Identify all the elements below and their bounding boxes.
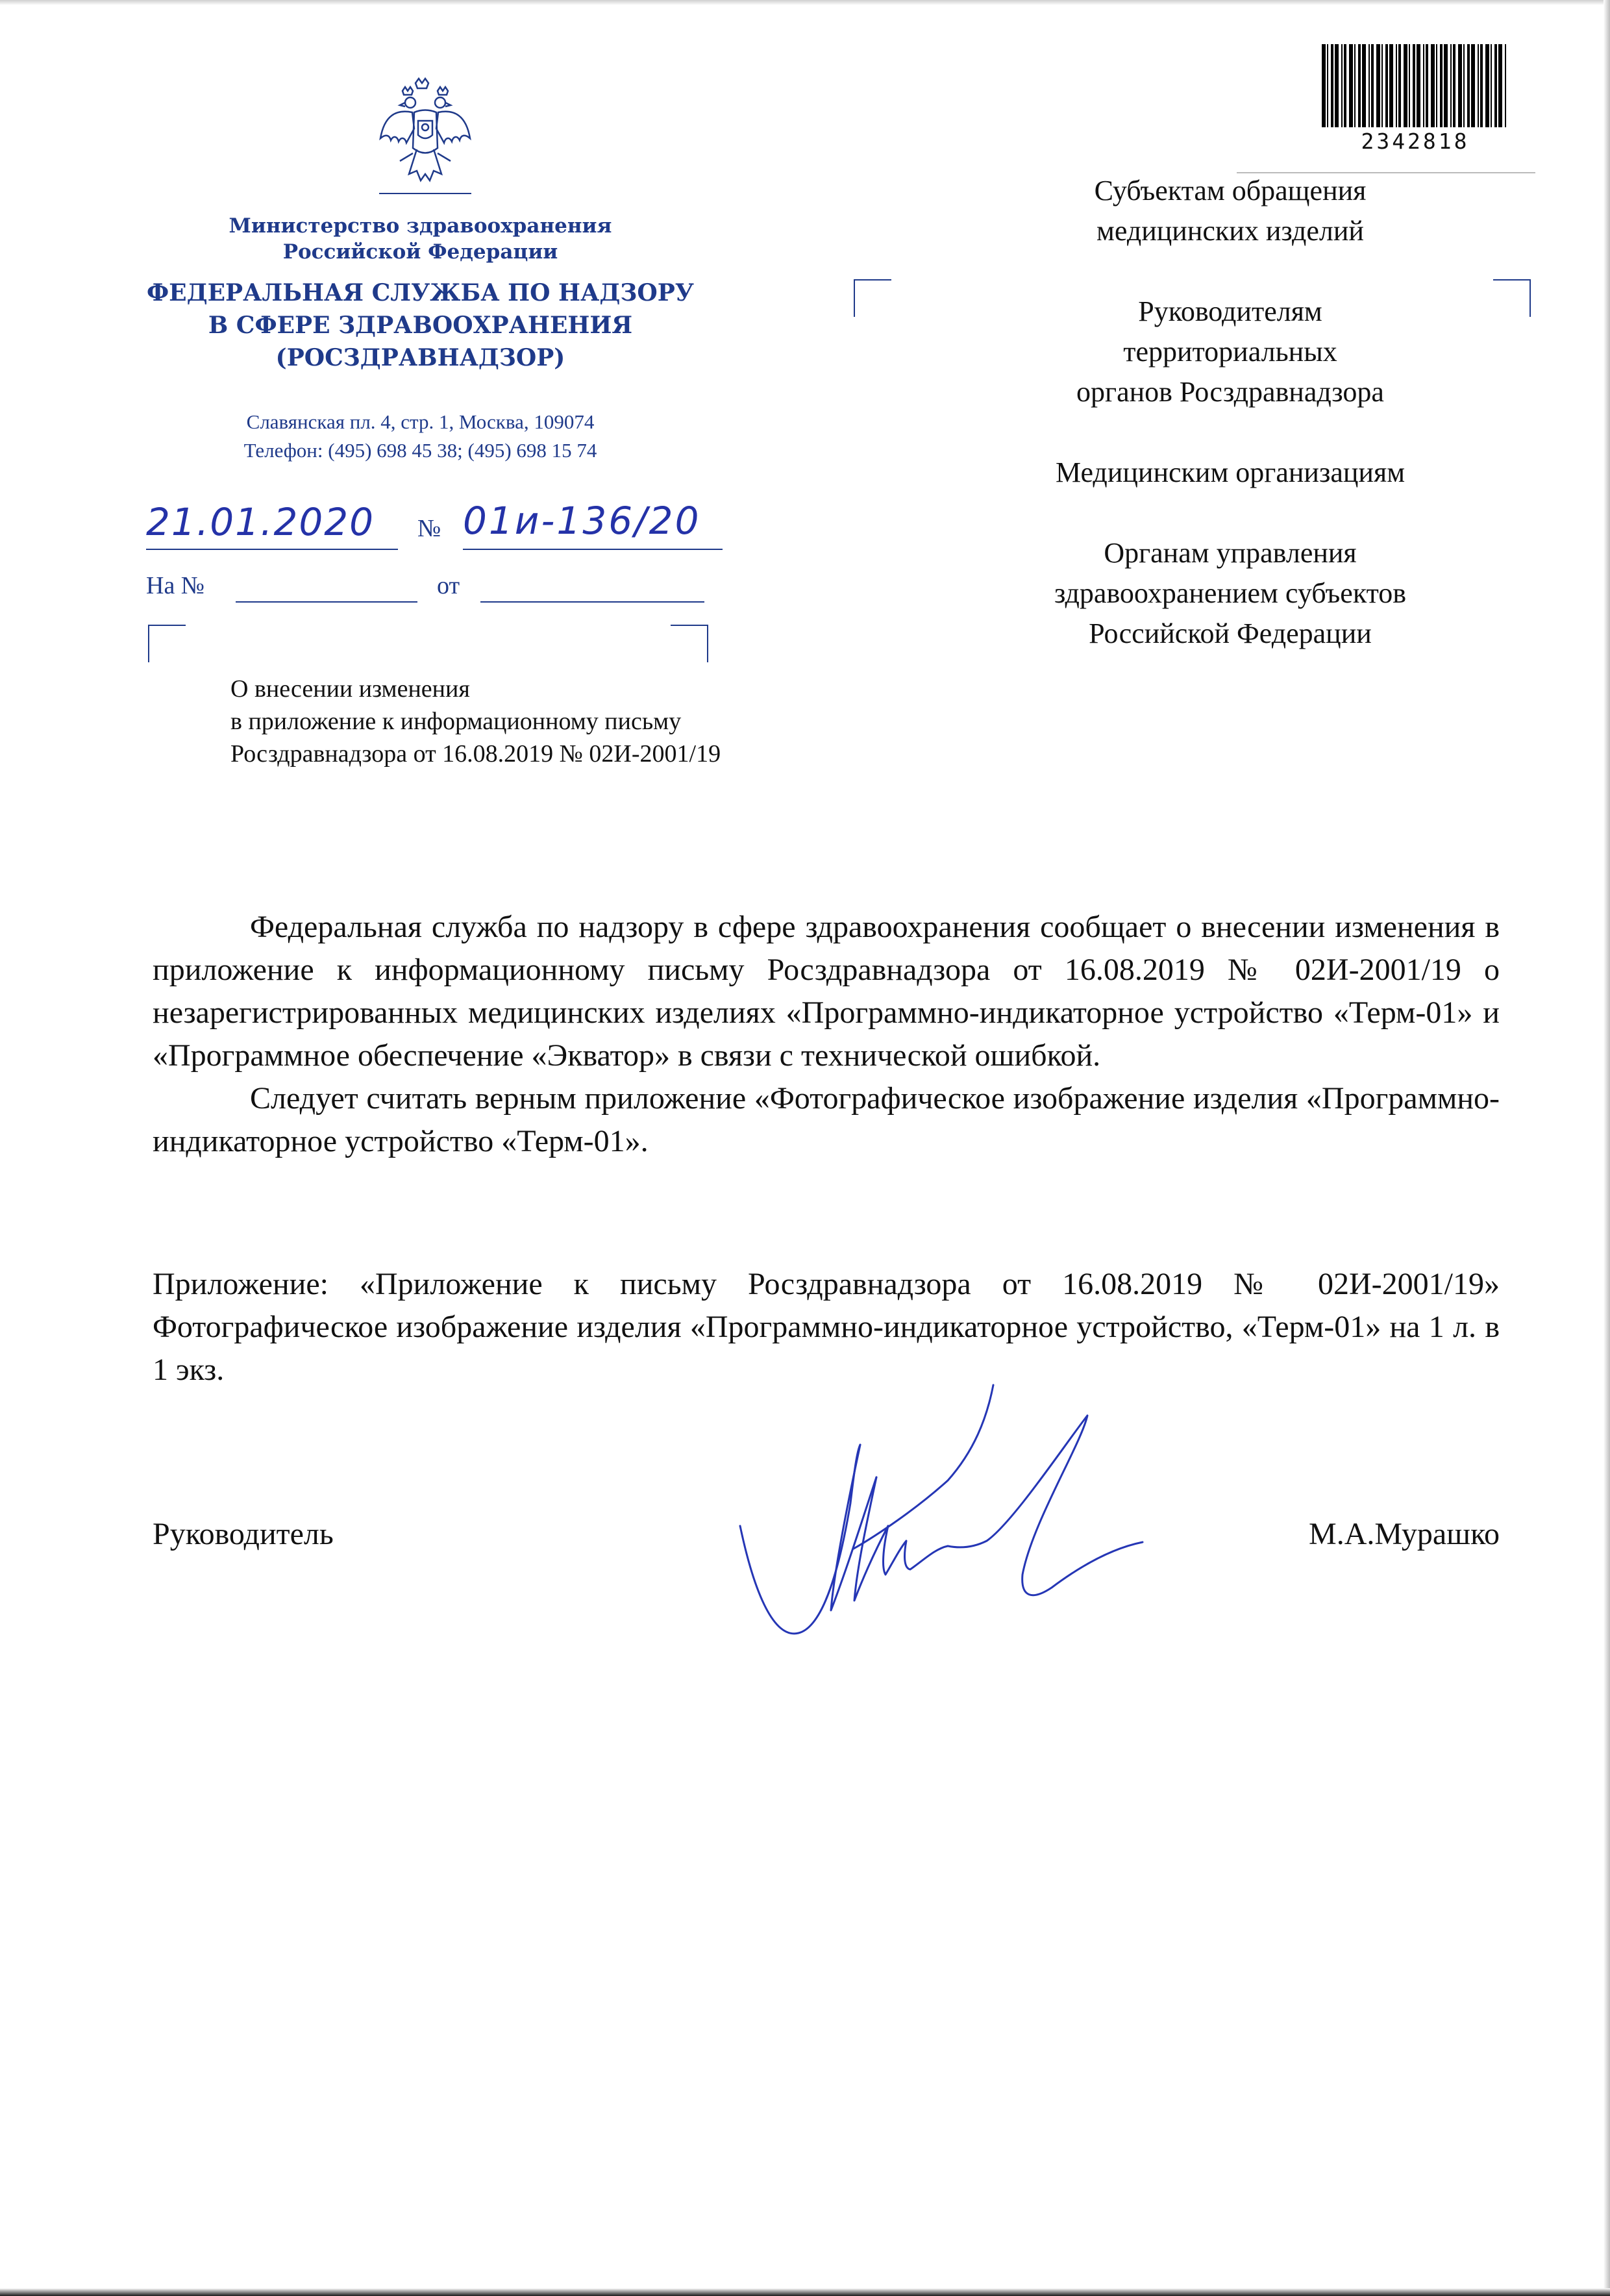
barcode-bar — [1413, 44, 1415, 127]
signatory-name: М.А.Мурашко — [1309, 1517, 1500, 1551]
barcode-bar — [1371, 44, 1374, 127]
barcode-bar — [1368, 44, 1370, 127]
appendix-note: Приложение: «Приложение к письму Росздравнадзора от 16.08.2019 № 02И-2001/19» Фотографическое изображение изделия «Программно-индикаторное устройство, «Терм-01» на 1 л. в 1 экз. — [153, 1267, 1500, 1387]
barcode-bar — [1331, 44, 1333, 127]
barcode-bar — [1381, 44, 1383, 127]
barcode-bar — [1458, 44, 1462, 127]
barcode-bar — [1404, 44, 1407, 127]
barcode-bar — [1358, 44, 1361, 127]
service-line-1: ФЕДЕРАЛЬНАЯ СЛУЖБА ПО НАДЗОРУ — [147, 279, 694, 306]
scan-edge-bottom — [0, 2288, 1610, 2296]
subject-bracket-left — [148, 625, 186, 662]
barcode-bar — [1389, 44, 1393, 127]
subject-line-3: Росздравнадзора от 16.08.2019 № 02И-2001/19 — [230, 740, 721, 767]
barcode-bar — [1322, 44, 1326, 127]
subject-line-2: в приложение к информационному письму — [230, 708, 682, 735]
recipient-line: медицинских изделий — [1096, 215, 1364, 247]
subject-bracket-right — [671, 625, 708, 662]
barcode-bar — [1335, 44, 1339, 127]
barcode-bar — [1505, 44, 1506, 127]
reference-from-label: от — [437, 572, 460, 599]
scan-edge-right — [1604, 0, 1610, 2296]
barcode-bar — [1440, 44, 1443, 127]
barcode-bar — [1485, 44, 1489, 127]
letter-subject — [230, 673, 880, 770]
barcode-bar — [1450, 44, 1452, 127]
barcode-bar — [1327, 44, 1328, 127]
barcode-bar — [1467, 44, 1470, 127]
reference-line — [146, 571, 730, 610]
barcode-bar — [1385, 44, 1388, 127]
recipient-line: территориальных — [1123, 336, 1337, 368]
reference-label: На № — [146, 572, 205, 599]
service-line-3: (РОСЗДРАВНАДЗОР) — [275, 344, 565, 371]
barcode-bar — [1431, 44, 1435, 127]
registration-date: 21.01.2020 — [146, 500, 375, 544]
body-paragraph-1: Федеральная служба по надзору в сфере здравоохранения сообщает о внесении изменения в приложение к информационному письму Росздравнадзора от 16.08.2019 № 02И-2001/19 о незарегистрированных медицинских изделиях «Программно-индикаторное устройство «Терм-01» и «Программное обеспечение «Экватор» в связи с технической ошибкой. — [153, 910, 1500, 1073]
handwritten-signature — [727, 1354, 1169, 1653]
ministry-name — [104, 213, 737, 265]
subject-line-1: О внесении изменения — [230, 675, 470, 703]
address-line-2: Телефон: (495) 698 45 38; (495) 698 15 74 — [243, 439, 597, 462]
barcode-icon — [1318, 44, 1513, 129]
barcode-bar — [1491, 44, 1492, 127]
recipient — [928, 171, 1532, 251]
scan-edge-top — [0, 0, 1610, 5]
barcode-bar — [1453, 44, 1455, 127]
recipient-line: Руководителям — [1138, 295, 1322, 327]
letterhead — [104, 213, 737, 465]
service-name — [104, 277, 737, 374]
letter-body — [153, 906, 1500, 1163]
recipient — [928, 533, 1532, 654]
barcode-bar — [1478, 44, 1479, 127]
number-underline — [463, 549, 723, 550]
barcode-bar — [1480, 44, 1483, 127]
ministry-line-2: Российской Федерации — [282, 240, 558, 264]
barcode-bar — [1494, 44, 1497, 127]
barcode-number: 2342818 — [1361, 129, 1470, 154]
recipient-bracket-left — [854, 279, 891, 317]
barcode-bar — [1426, 44, 1428, 127]
barcode-bar — [1498, 44, 1502, 127]
recipient — [928, 292, 1532, 412]
barcode-bar — [1354, 44, 1356, 127]
address-line-1: Славянская пл. 4, стр. 1, Москва, 109074 — [246, 410, 595, 433]
barcode-bar — [1471, 44, 1475, 127]
address — [104, 408, 737, 465]
barcode-bar — [1423, 44, 1424, 127]
body-paragraph-2: Следует считать верным приложение «Фотографическое изображение изделия «Программно-индикаторное устройство «Терм-01». — [153, 1081, 1500, 1158]
signatory-role: Руководитель — [153, 1517, 334, 1551]
ministry-line-1: Министерство здравоохранения — [229, 214, 612, 238]
barcode-bar — [1362, 44, 1366, 127]
barcode-bar — [1396, 44, 1397, 127]
barcode-bar — [1436, 44, 1437, 127]
recipient-line: органов Росздравнадзора — [1076, 376, 1384, 408]
barcode-bar — [1376, 44, 1380, 127]
registration-number: 01и-136/20 — [463, 499, 701, 543]
recipient-line: Медицинским организациям — [1055, 456, 1406, 488]
recipient-line: здравоохранением субъектов — [1054, 577, 1407, 609]
barcode-bar — [1341, 44, 1343, 127]
barcode-bar — [1463, 44, 1465, 127]
barcode-bar — [1344, 44, 1346, 127]
service-line-2: В СФЕРЕ ЗДРАВООХРАНЕНИЯ — [208, 312, 633, 339]
barcode-bar — [1398, 44, 1401, 127]
recipient-line: Органам управления — [1104, 537, 1357, 569]
reference-date-blank — [480, 601, 704, 603]
recipient-line: Российской Федерации — [1089, 618, 1372, 649]
barcode-bar — [1417, 44, 1420, 127]
number-sign: № — [417, 515, 441, 542]
date-underline — [146, 549, 398, 550]
recipient — [928, 453, 1532, 493]
recipients-block — [928, 171, 1532, 694]
barcode-block — [1318, 44, 1513, 155]
barcode-bar — [1409, 44, 1410, 127]
barcode-bar — [1349, 44, 1353, 127]
reference-number-blank — [236, 601, 417, 603]
registration-line — [146, 500, 795, 558]
barcode-bar — [1444, 44, 1448, 127]
recipient-line: Субъектам обращения — [1094, 175, 1367, 206]
coat-of-arms-icon — [377, 77, 474, 203]
